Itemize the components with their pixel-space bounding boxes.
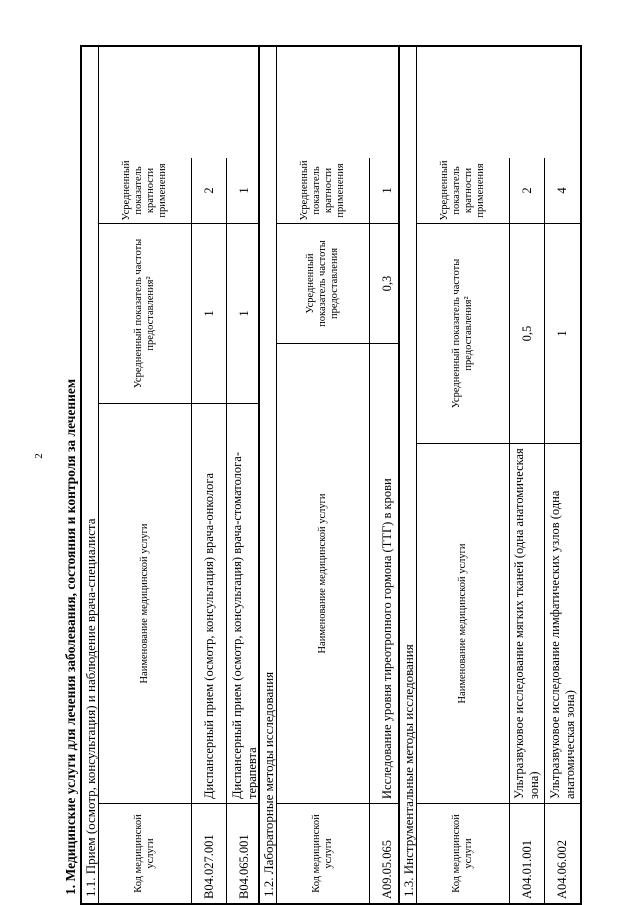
section-1-2 (258, 45, 407, 905)
header-multiplicity: Усредненный показатель кратности применения (277, 158, 370, 223)
header-frequency: Усредненный показатель частоты предоставления² (99, 223, 192, 403)
header-code: Код медицинской услуги (99, 803, 192, 903)
header-name: Наименование медицинской услуги (277, 343, 370, 803)
cell-multiplicity: 1 (380, 187, 394, 194)
cell-multiplicity: 1 (237, 187, 251, 194)
header-name: Наименование медицинской услуги (99, 403, 192, 803)
cell-frequency: 1 (192, 223, 227, 403)
cell-frequency: 0,3 (370, 223, 405, 343)
header-multiplicity: Усредненный показатель кратности применения (417, 158, 510, 223)
header-multiplicity: Усредненный показатель кратности применения (99, 158, 192, 223)
cell-code: B04.065.001 (227, 803, 262, 903)
header-name: Наименование медицинской услуги (417, 443, 510, 803)
header-code: Код медицинской услуги (277, 803, 370, 903)
page-number: 2 (32, 453, 45, 459)
header-code: Код медицинской услуги (417, 803, 510, 903)
cell-code: A04.06.002 (545, 803, 580, 903)
cell-multiplicity: 2 (510, 158, 545, 223)
cell-name: Ультразвуковое исследование лимфатических узлов (одна анатомическая зона) (545, 443, 580, 803)
cell-code: B04.027.001 (192, 803, 227, 903)
section-title: 1.3. Инструментальные методы исследования (400, 47, 417, 903)
cell-multiplicity: 4 (555, 187, 569, 194)
cell-name: Исследование уровня тиреотропного гормона (ТТГ) в крови (370, 343, 405, 803)
section-heading: 1. Медицинские услуги для лечения заболевания, состояния и контроля за лечением (63, 378, 78, 895)
header-frequency: Усредненный показатель частоты предоставления² (417, 223, 510, 443)
cell-frequency: 0,5 (510, 223, 545, 443)
section-1-3 (398, 45, 582, 905)
header-frequency: Усредненный показатель частоты предоставления (277, 223, 370, 343)
cell-name: Ультразвуковое исследование мягких тканей (одна анатомическая зона) (510, 443, 545, 803)
cell-name: Диспансерный прием (осмотр, консультация) врача-стоматолога-терапевта (227, 403, 262, 803)
section-title: 1.1. Прием (осмотр, консультация) и наблюдение врача-специалиста (82, 47, 99, 903)
cell-frequency: 1 (545, 223, 580, 443)
cell-code: A09.05.065 (370, 803, 405, 903)
section-1-1 (80, 45, 264, 905)
cell-frequency: 1 (227, 223, 262, 403)
cell-multiplicity: 2 (192, 158, 227, 223)
cell-name: Диспансерный прием (осмотр, консультация) врача-онколога (192, 403, 227, 803)
cell-code: A04.01.001 (510, 803, 545, 903)
section-title: 1.2. Лабораторные методы исследования (260, 47, 277, 903)
